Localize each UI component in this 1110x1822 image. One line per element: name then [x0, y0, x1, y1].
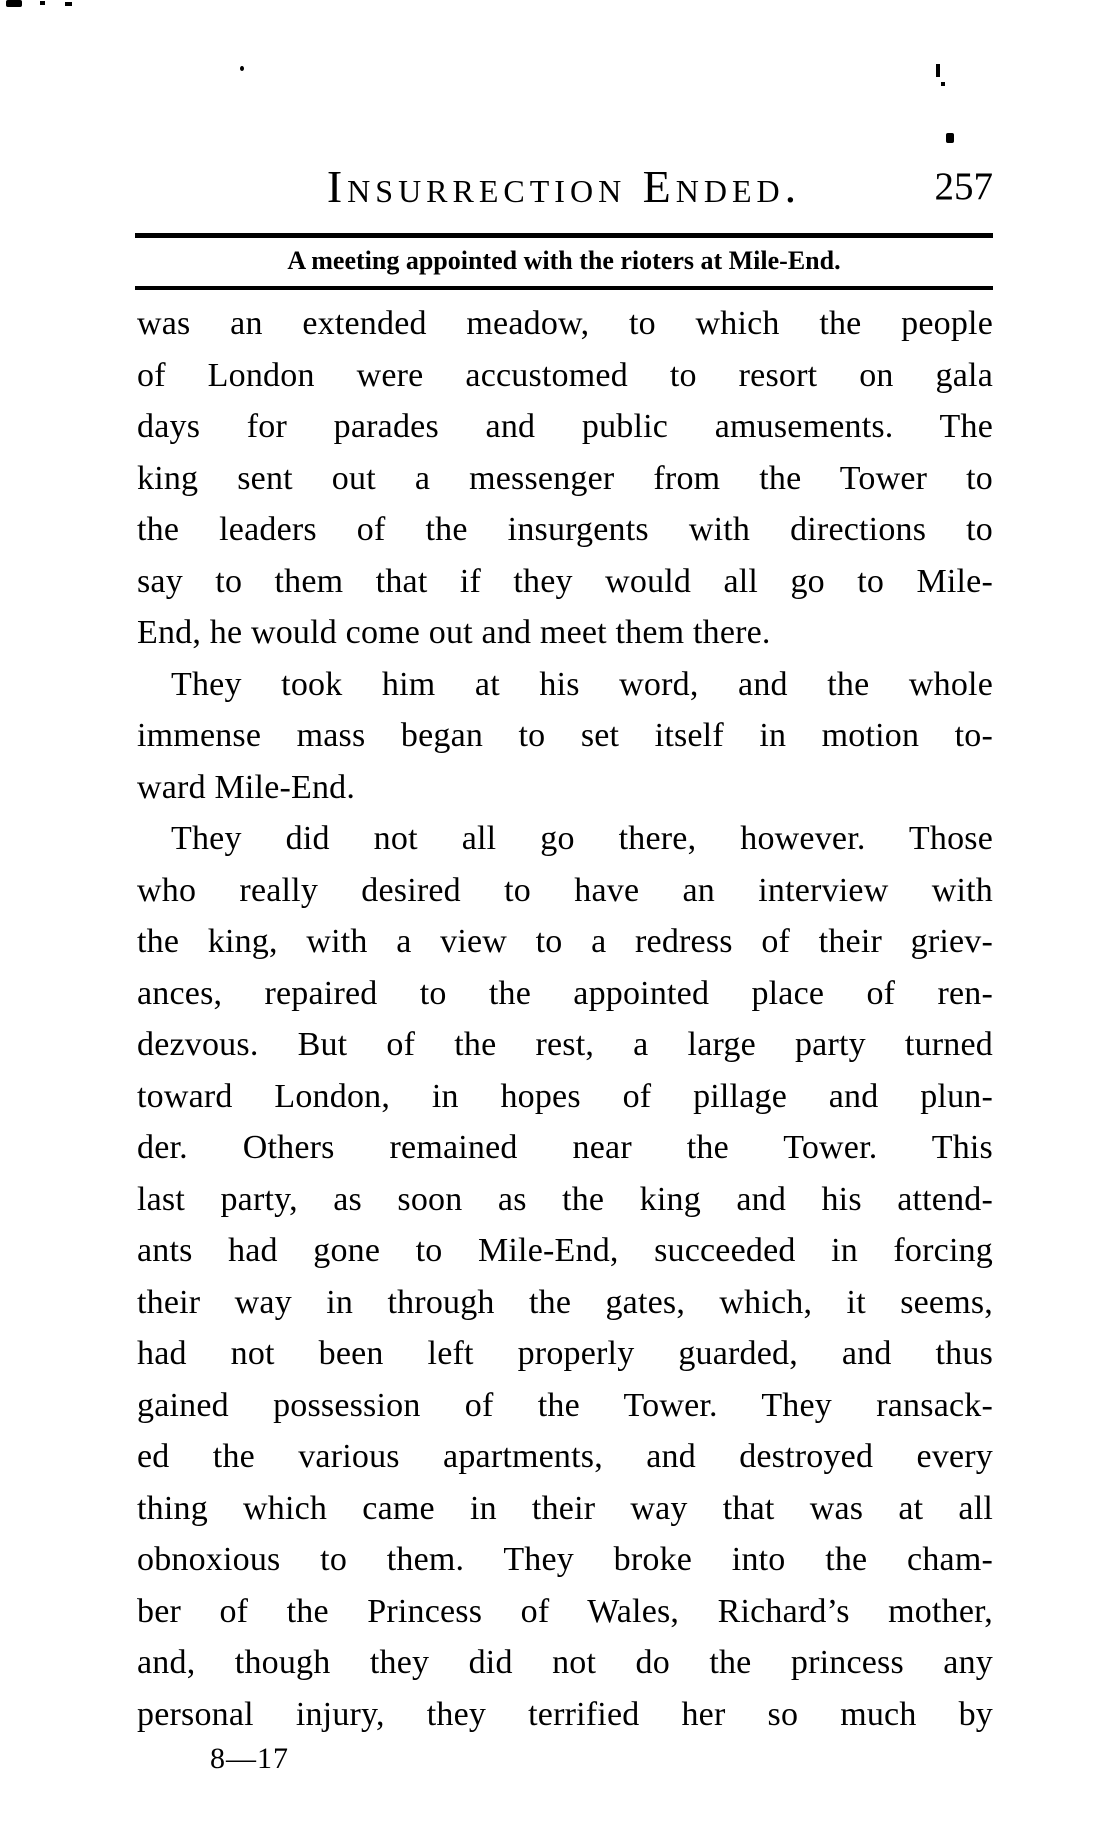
text-line: of London were accustomed to resort on gala — [137, 356, 993, 394]
scan-artifact — [65, 2, 72, 6]
text-line: say to them that if they would all go to Mile- — [137, 562, 993, 600]
scan-artifact — [40, 1, 45, 5]
scan-artifact — [936, 64, 940, 77]
paragraph — [137, 298, 993, 659]
text-line: the king, with a view to a redress of their griev- — [137, 923, 993, 960]
text-line: dezvous. But of the rest, a large party turned — [137, 1026, 993, 1063]
body-text — [137, 298, 993, 1740]
paragraph — [137, 813, 993, 1740]
text-line: End, he would come out and meet them there. — [137, 614, 771, 651]
text-line: was an extended meadow, to which the people — [137, 305, 993, 342]
page-number: 257 — [934, 165, 993, 208]
text-line: immense mass began to set itself in motion to- — [137, 717, 993, 754]
text-line: toward London, in hopes of pillage and plun- — [137, 1077, 993, 1115]
text-line: and, though they did not do the princess any — [137, 1644, 993, 1681]
paragraph — [137, 659, 993, 814]
text-line: ants had gone to Mile-End, succeeded in forcing — [137, 1232, 993, 1269]
text-line: ber of the Princess of Wales, Richard’s mother, — [137, 1592, 993, 1630]
section-heading: A meeting appointed with the rioters at Mile-End. — [287, 246, 841, 275]
text-line: der. Others remained near the Tower. This — [137, 1129, 993, 1166]
text-line: last party, as soon as the king and his attend- — [137, 1180, 993, 1218]
text-line: They did not all go there, however. Those — [171, 820, 993, 857]
text-line: days for parades and public amusements. The — [137, 408, 993, 445]
scan-artifact — [240, 66, 244, 71]
text-line: thing which came in their way that was at all — [137, 1489, 993, 1527]
text-line: king sent out a messenger from the Tower to — [137, 459, 993, 497]
text-line: had not been left properly guarded, and thus — [137, 1335, 993, 1372]
text-line: ward Mile-End. — [137, 768, 356, 806]
scan-artifact — [946, 133, 954, 143]
text-line: their way in through the gates, which, it seems, — [137, 1283, 993, 1321]
text-line: ed the various apartments, and destroyed every — [137, 1438, 993, 1475]
text-line: They took him at his word, and the whole — [171, 665, 993, 703]
text-line: ances, repaired to the appointed place of ren- — [137, 974, 993, 1012]
header-rule — [135, 233, 993, 238]
running-head-title: Insurrection Ended. — [326, 161, 802, 212]
text-line: gained possession of the Tower. They ransack- — [137, 1386, 993, 1424]
signature-mark: 8—17 — [210, 1742, 289, 1775]
scan-artifact — [941, 82, 945, 86]
text-line: who really desired to have an interview with — [137, 871, 993, 909]
text-line: obnoxious to them. They broke into the cham- — [137, 1541, 993, 1578]
heading-rule — [135, 286, 993, 290]
text-line: the leaders of the insurgents with directions to — [137, 511, 993, 548]
text-line: personal injury, they terrified her so much by — [137, 1695, 993, 1733]
scan-artifact — [6, 0, 22, 7]
